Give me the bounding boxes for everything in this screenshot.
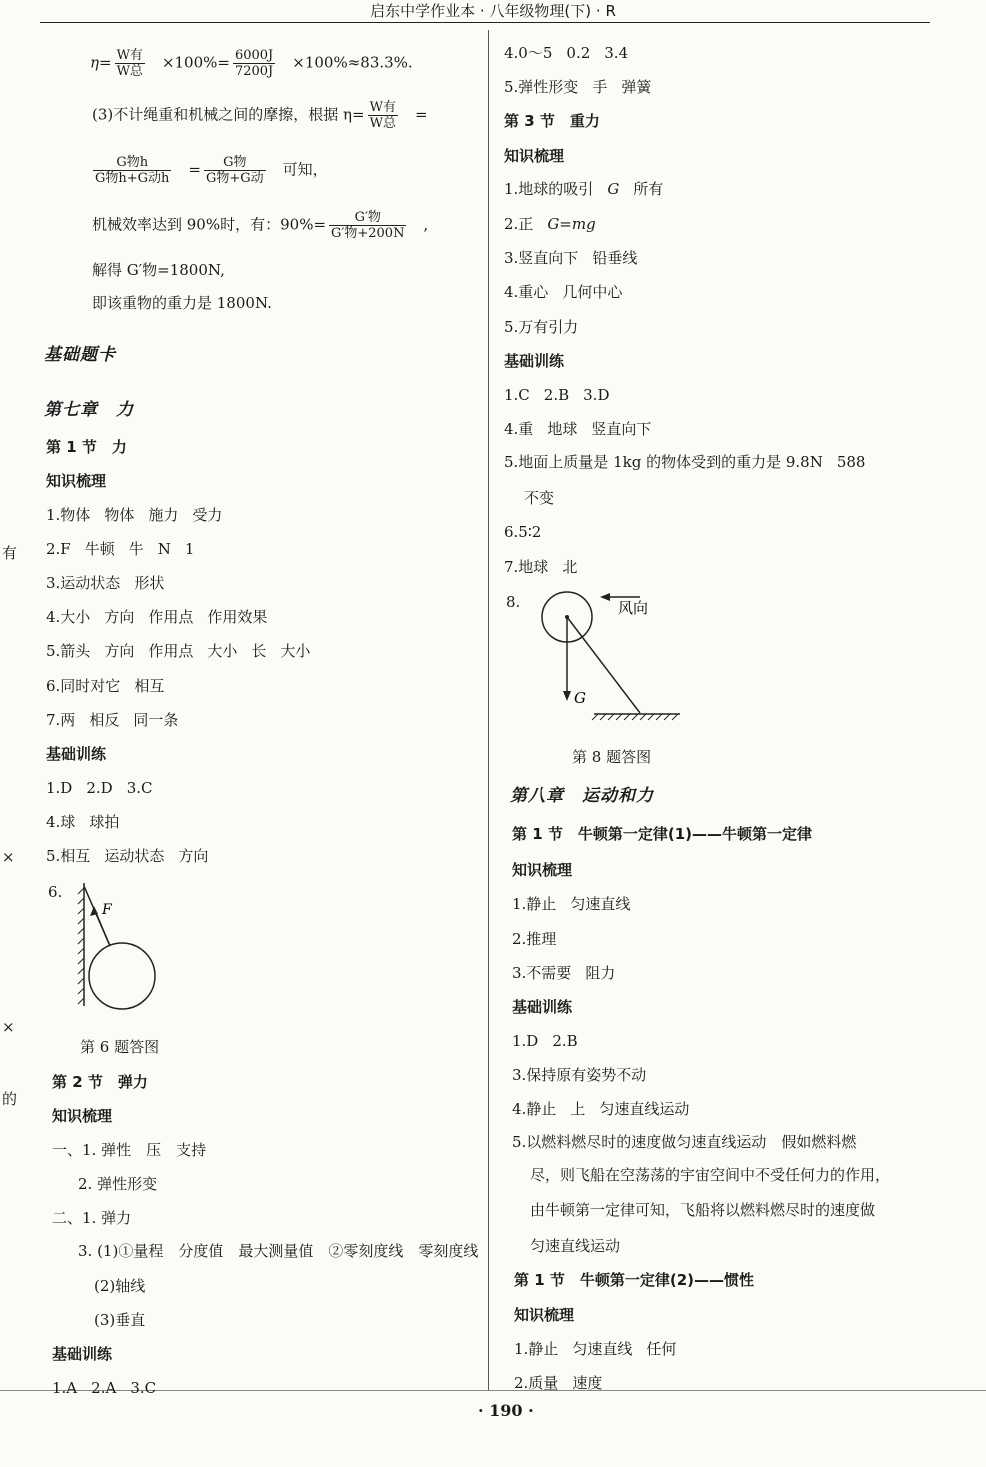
answer-line <box>512 1031 592 1051</box>
fraction-numerator: G物h <box>93 155 171 171</box>
ball-circle <box>89 943 155 1009</box>
answer-line <box>504 419 665 439</box>
answer: 3.D <box>583 386 610 404</box>
answer-paragraph-line: 由牛顿第一定律可知，飞船将以燃料燃尽时的速度做 <box>530 1201 876 1219</box>
statement-text: (3)不计绳重和机械之间的摩擦，根据 η= <box>92 105 365 124</box>
answer: 牛 <box>128 540 144 558</box>
answer: 1.D <box>46 779 73 797</box>
answer: 大小 <box>280 642 311 660</box>
fraction-numerator: G′物 <box>329 210 406 226</box>
section-2-title: 第 2 节 弹力 <box>52 1073 148 1091</box>
answer: 1.A <box>52 1379 78 1397</box>
answer-line: 3. (1)①量程 分度值 最大测量值 ②零刻度线 零刻度线 <box>78 1242 479 1260</box>
answer-line <box>512 1065 660 1085</box>
ground-hatching <box>592 714 678 720</box>
answer: G <box>607 180 620 198</box>
answer: 运动状态 <box>104 847 165 865</box>
answer-line: 一、1. 弹性 压 支持 <box>52 1141 207 1159</box>
figure-6-diagram <box>70 878 170 1013</box>
answer-line: 二、1. 弹力 <box>52 1209 132 1227</box>
answer: 几何中心 <box>562 283 623 301</box>
answer-line: (2)轴线 <box>94 1277 146 1295</box>
answer-line <box>46 539 208 559</box>
efficiency-90-equation <box>92 210 428 241</box>
answer-line <box>504 179 677 199</box>
equation-tail: , <box>423 215 429 234</box>
answer: 6.5∶2 <box>504 523 542 541</box>
answer-line <box>504 214 610 234</box>
answer: 2.B <box>543 386 570 404</box>
answer-line <box>512 963 629 983</box>
answer-line <box>504 248 651 268</box>
answer: 5.万有引力 <box>504 318 579 336</box>
force-label: F <box>102 902 112 918</box>
answer: 5.弹性形变 <box>504 78 579 96</box>
answer: 作用点 <box>148 608 194 626</box>
answer-line <box>504 385 623 405</box>
answer: 长 <box>251 642 267 660</box>
section-3-title: 第 3 节 重力 <box>504 112 600 130</box>
edge-mark: × <box>2 848 15 866</box>
answer: 1.静止 <box>514 1340 559 1358</box>
answer: 相反 <box>89 711 120 729</box>
answer: 上 <box>570 1100 586 1118</box>
answer-line <box>46 846 222 866</box>
answer: 方向 <box>104 608 135 626</box>
answer: 3.C <box>130 1379 157 1397</box>
answer-line: (3)垂直 <box>94 1311 146 1329</box>
fraction-denominator: G物h+G动h <box>95 171 170 186</box>
answer: 3.竖直向下 <box>504 249 579 267</box>
answer-line <box>46 812 133 832</box>
answer-line <box>504 282 636 302</box>
edge-mark: 的 <box>2 1090 18 1108</box>
fraction-denominator: G物+G动 <box>206 171 264 186</box>
answer: 7.地球 <box>504 558 549 576</box>
answer: 受力 <box>192 506 223 524</box>
answer: 北 <box>562 558 578 576</box>
gravity-label: G <box>574 689 586 707</box>
answer: 4.重心 <box>504 283 549 301</box>
equals-sign: = <box>188 160 201 179</box>
answer: 地球 <box>547 420 578 438</box>
section-8-2-title: 第 1 节 牛顿第一定律(2)——惯性 <box>514 1271 755 1289</box>
answer-line <box>46 676 178 696</box>
answer: 形状 <box>134 574 165 592</box>
section-3-knowledge-heading: 知识梳理 <box>504 147 565 165</box>
page-header: 启东中学作业本 · 八年级物理(下) · R <box>370 2 616 20</box>
answer: 铅垂线 <box>592 249 638 267</box>
answer: 2.正 <box>504 215 534 233</box>
answer-paragraph-line: 尽，则飞船在空荡荡的宇宙空间中不受任何力的作用， <box>530 1166 891 1184</box>
wind-label: 风向 <box>618 599 649 617</box>
answer: 方向 <box>178 847 209 865</box>
answer: 5.地面上质量是 1kg 的物体受到的重力是 9.8N <box>504 453 823 471</box>
answer: 2.推理 <box>512 930 557 948</box>
fraction-denominator: W总 <box>116 64 143 79</box>
equation-tail: ×100%≈83.3%. <box>292 53 413 72</box>
answer-line <box>46 573 178 593</box>
solution-line: 解得 G′物=1800N, <box>92 261 225 279</box>
answer-paragraph-line: 5.以燃料燃尽时的速度做匀速直线运动 假如燃料燃 <box>512 1133 857 1151</box>
figure-6-number: 6. <box>48 883 63 901</box>
chapter-7-heading: 第七章 力 <box>44 400 134 420</box>
answer: 2.质量 <box>514 1374 559 1392</box>
answer: 3.4 <box>604 44 629 62</box>
answer-paragraph-line: 匀速直线运动 <box>530 1237 621 1255</box>
answer: 作用效果 <box>207 608 268 626</box>
answer: 竖直向下 <box>591 420 652 438</box>
answer: 牛顿 <box>84 540 115 558</box>
fraction-denominator: W总 <box>369 116 396 131</box>
section-1-knowledge-heading: 知识梳理 <box>46 472 107 490</box>
answer: 1.地球的吸引 <box>504 180 594 198</box>
answer: 2.F <box>46 540 71 558</box>
answer-line <box>524 488 568 508</box>
answer: 588 <box>836 453 866 471</box>
answer-line <box>46 778 166 798</box>
wall-hatching <box>78 888 84 1004</box>
answer: 匀速直线 <box>572 1340 633 1358</box>
fraction-numerator: W有 <box>369 100 396 115</box>
section-2-knowledge-heading: 知识梳理 <box>52 1107 113 1125</box>
ratio-equation <box>90 155 328 186</box>
equals-sign: = <box>414 105 428 124</box>
edge-mark: 有 <box>2 544 18 562</box>
fraction-denominator: G′物+200N <box>331 226 405 241</box>
answer: G=mg <box>547 215 596 233</box>
answer: 3.保持原有姿势不动 <box>512 1066 647 1084</box>
figure-8-caption: 第 8 题答图 <box>572 748 652 766</box>
answer: 3.不需要 <box>512 964 572 982</box>
statement-text: 机械效率达到 90%时，有：90%= <box>92 215 327 234</box>
column-divider <box>488 30 489 1390</box>
edge-mark: × <box>2 1018 15 1036</box>
answer: 3.C <box>126 779 153 797</box>
arrowhead-icon <box>563 691 571 701</box>
answer: 物体 <box>104 506 135 524</box>
answer-line <box>512 1099 703 1119</box>
answer: 匀速直线 <box>570 895 631 913</box>
answer: 大小 <box>207 642 238 660</box>
answer-line <box>504 522 555 542</box>
answer: 1.静止 <box>512 895 557 913</box>
conclusion-line: 即该重物的重力是 1800N. <box>92 294 272 312</box>
equation-middle: ×100%= <box>161 53 230 72</box>
answer-line <box>46 505 236 525</box>
answer: 施力 <box>148 506 179 524</box>
answer: 相互 <box>134 677 165 695</box>
answer-line <box>504 452 879 472</box>
answer: 方向 <box>104 642 135 660</box>
answer: N <box>157 540 171 558</box>
answer: 0.2 <box>566 44 591 62</box>
section-1-title: 第 1 节 力 <box>46 438 127 456</box>
answer: 4.球 <box>46 813 76 831</box>
answer-line <box>504 43 642 63</box>
answer: 手 <box>592 78 608 96</box>
fraction-numerator: 6000J <box>234 48 274 63</box>
answer-line <box>46 607 281 627</box>
answer: 1.C <box>504 386 530 404</box>
answer-line <box>512 929 570 949</box>
figure-8-number: 8. <box>506 593 521 611</box>
fraction-numerator: G物 <box>204 155 266 171</box>
answer: 7.两 <box>46 711 76 729</box>
section-1-training-heading: 基础训练 <box>46 745 107 763</box>
answer-line <box>504 557 591 577</box>
answer: 2.D <box>86 779 113 797</box>
fraction-denominator: 7200J <box>234 64 274 79</box>
section-2-training-heading: 基础训练 <box>52 1345 113 1363</box>
answer: 4.静止 <box>512 1100 557 1118</box>
answer-line <box>46 710 192 730</box>
answer-line <box>46 641 324 661</box>
answer: 3.运动状态 <box>46 574 121 592</box>
answer: 1.物体 <box>46 506 91 524</box>
basic-card-title: 基础题卡 <box>44 345 116 365</box>
answer: 5.相互 <box>46 847 91 865</box>
equation-tail: 可知， <box>282 160 328 179</box>
answer: 球拍 <box>89 813 120 831</box>
answer: 4.重 <box>504 420 534 438</box>
answer-line <box>504 317 592 337</box>
chapter-8-heading: 第八章 运动和力 <box>510 786 654 806</box>
answer: 1.D <box>512 1032 539 1050</box>
answer: 任何 <box>646 1340 677 1358</box>
answer: 作用点 <box>148 642 194 660</box>
answer: 速度 <box>572 1374 603 1392</box>
answer: 同一条 <box>133 711 179 729</box>
section-8-2-knowledge-heading: 知识梳理 <box>514 1306 575 1324</box>
answer: 阻力 <box>585 964 616 982</box>
section-8-1-knowledge-heading: 知识梳理 <box>512 861 573 879</box>
answer: 1 <box>184 540 195 558</box>
answer-line <box>52 1378 170 1398</box>
answer-line <box>514 1339 690 1359</box>
answer-line: 2. 弹性形变 <box>78 1175 158 1193</box>
figure-8-diagram <box>530 585 690 725</box>
section-8-1-title: 第 1 节 牛顿第一定律(1)——牛顿第一定律 <box>512 825 813 843</box>
answer: 4.大小 <box>46 608 91 626</box>
answer: 4.0～5 <box>504 44 553 62</box>
answer: 弹簧 <box>621 78 652 96</box>
answer: 2.A <box>91 1379 117 1397</box>
section-3-training-heading: 基础训练 <box>504 352 565 370</box>
efficiency-equation <box>90 48 413 79</box>
answer-line <box>504 77 665 97</box>
answer: 所有 <box>633 180 664 198</box>
answer-line <box>512 894 644 914</box>
answer: 不变 <box>524 489 555 507</box>
figure-6-caption: 第 6 题答图 <box>80 1038 160 1056</box>
answer: 匀速直线运动 <box>599 1100 690 1118</box>
answer: 5.箭头 <box>46 642 91 660</box>
section-8-1-training-heading: 基础训练 <box>512 998 573 1016</box>
fraction-numerator: W有 <box>116 48 143 63</box>
header-rule <box>40 22 930 23</box>
part3-statement <box>92 100 428 131</box>
eta-symbol: η= <box>90 53 112 72</box>
page-number: · 190 · <box>478 1401 534 1420</box>
answer: 6.同时对它 <box>46 677 121 695</box>
arrowhead-icon <box>600 593 610 601</box>
answer: 2.B <box>552 1032 578 1050</box>
answer-line <box>514 1373 616 1393</box>
